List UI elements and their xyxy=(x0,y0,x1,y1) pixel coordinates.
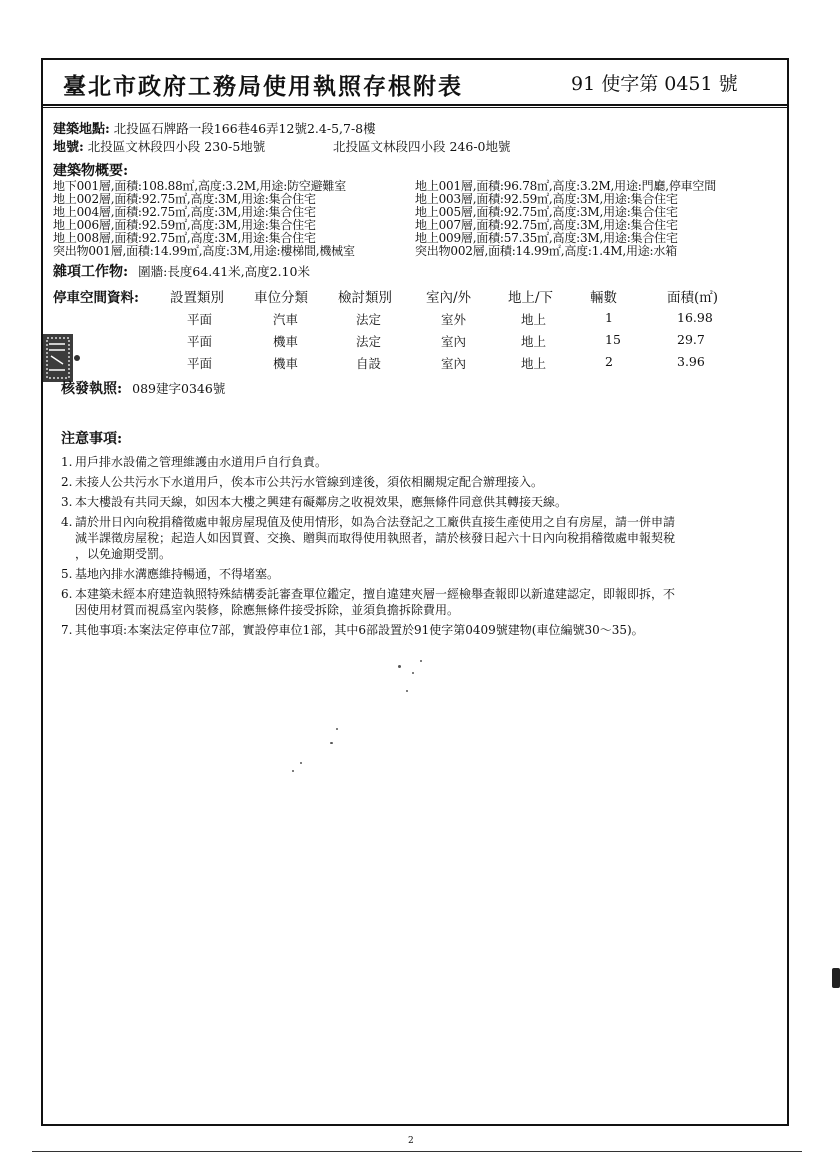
parking-cell: 機車 xyxy=(273,334,299,349)
note-item xyxy=(61,454,781,470)
floor-entry: 突出物001層,面積:14.99㎡,高度:3M,用途:樓梯間,機械室 xyxy=(53,244,355,258)
note-number: 1. xyxy=(61,455,73,469)
note-number: 4. xyxy=(61,515,73,529)
parking-cell: 室內 xyxy=(441,356,467,371)
floor-entry: 地上003層,面積:92.59㎡,高度:3M,用途:集合住宅 xyxy=(415,192,678,206)
floor-entry: 地上005層,面積:92.75㎡,高度:3M,用途:集合住宅 xyxy=(415,205,678,219)
note-number: 3. xyxy=(61,495,73,509)
parking-cell: 汽車 xyxy=(273,312,299,327)
lot-row xyxy=(53,140,265,155)
note-text: 基地內排水溝應維持暢通，不得堵塞。 xyxy=(75,567,280,581)
parking-header-review: 檢討類別 xyxy=(338,290,392,306)
parking-cell: 平面 xyxy=(187,334,213,349)
scan-speck xyxy=(330,742,333,744)
scan-speck xyxy=(292,770,294,772)
parking-header-count: 輛數 xyxy=(590,290,617,306)
parking-cell: 地上 xyxy=(521,312,547,327)
scan-speck xyxy=(420,660,422,662)
approval-value: 089建字0346號 xyxy=(132,381,226,396)
address-row xyxy=(53,122,376,137)
floor-entry: 地上002層,面積:92.75㎡,高度:3M,用途:集合住宅 xyxy=(53,192,316,206)
note-number: 2. xyxy=(61,475,73,489)
lot-row-2 xyxy=(333,140,511,154)
parking-header-vehicle: 車位分類 xyxy=(254,290,308,306)
parking-cell: 法定 xyxy=(356,334,382,349)
edge-scan-mark xyxy=(832,968,840,988)
parking-cell: 室外 xyxy=(441,312,467,327)
address-value: 北投區石牌路一段166巷46弄12號2.4-5,7-8樓 xyxy=(113,121,376,136)
misc-label: 雜項工作物: xyxy=(53,264,129,280)
floor-entry: 地上006層,面積:92.59㎡,高度:3M,用途:集合住宅 xyxy=(53,218,316,232)
misc-row xyxy=(53,265,310,279)
parking-header-area: 面積(㎡) xyxy=(667,290,719,306)
parking-cell: 室內 xyxy=(441,334,467,349)
parking-header-type: 設置類別 xyxy=(170,290,224,306)
note-text: 本建築未經本府建造執照特殊結構委託審查單位鑑定，擅自違建夾層一經檢舉查報即以新違建認定，即報即拆，不 因使用材質而視爲室內裝修，除應無條件接受拆除，並須負擔拆除費用。 xyxy=(75,587,676,617)
footer-mark: 2 xyxy=(408,1136,414,1146)
overview-label-row xyxy=(53,164,128,178)
note-number: 6. xyxy=(61,587,73,601)
parking-header-indoor: 室內/外 xyxy=(426,290,472,306)
floor-entry: 地上008層,面積:92.75㎡,高度:3M,用途:集合住宅 xyxy=(53,231,316,245)
note-text: 未接人公共污水下水道用戶，俟本市公共污水管線到達後，須依相關規定配合辦理接入。 xyxy=(75,475,544,489)
note-text: 請於卅日內向稅捐稽徵處申報房屋現值及使用情形，如為合法登記之工廠供直接生產使用之自有房屋，請一併申請 減半課徵房屋稅；起造人如因買賣、交換、贈與而取得使用執照者，請於核發日起六十日內向稅捐稽徵處申報契稅 ，以免逾期受罰。 xyxy=(75,515,676,561)
parking-label: 停車空間資料: xyxy=(53,290,139,306)
scan-speck xyxy=(412,672,414,674)
scan-speck xyxy=(406,690,408,692)
permit-number: 91 使字第 0451 號 xyxy=(571,73,738,95)
floor-entry: 地下001層,面積:108.88㎡,高度:3.2M,用途:防空避難室 xyxy=(53,179,347,193)
note-item xyxy=(61,494,781,510)
floor-entry: 地上007層,面積:92.75㎡,高度:3M,用途:集合住宅 xyxy=(415,218,678,232)
approval-row xyxy=(61,382,225,396)
lot-value-2: 北投區文林段四小段 246-0地號 xyxy=(333,139,511,154)
scan-speck xyxy=(398,665,401,668)
parking-cell: 法定 xyxy=(356,312,382,327)
misc-value: 圍牆:長度64.41米,高度2.10米 xyxy=(138,264,310,279)
parking-cell: 機車 xyxy=(273,356,299,371)
lot-label: 地號: xyxy=(53,140,84,155)
stamp-seal-icon xyxy=(39,328,85,388)
floor-entry: 地上004層,面積:92.75㎡,高度:3M,用途:集合住宅 xyxy=(53,205,316,219)
parking-cell: 自設 xyxy=(356,356,382,371)
notes-section xyxy=(61,428,781,642)
document-frame xyxy=(41,58,789,1126)
note-item xyxy=(61,474,781,490)
note-item xyxy=(61,566,781,582)
scan-speck xyxy=(300,762,302,764)
parking-cell: 29.7 xyxy=(677,332,705,347)
header-divider xyxy=(43,107,787,108)
address-label: 建築地點: xyxy=(53,122,110,137)
parking-cell: 2 xyxy=(605,354,613,369)
notes-title: 注意事項: xyxy=(61,431,123,447)
parking-cell: 地上 xyxy=(521,356,547,371)
lot-value-1: 北投區文林段四小段 230-5地號 xyxy=(87,139,266,154)
document-header xyxy=(43,60,787,106)
floor-entry: 突出物002層,面積:14.99㎡,高度:1.4M,用途:水箱 xyxy=(415,244,678,258)
parking-cell: 15 xyxy=(605,332,621,347)
note-item xyxy=(61,514,781,562)
note-number: 5. xyxy=(61,567,73,581)
parking-cell: 16.98 xyxy=(677,310,713,325)
note-text: 用戶排水設備之管理維護由水道用戶自行負責。 xyxy=(75,455,328,469)
parking-cell: 地上 xyxy=(521,334,547,349)
approval-label: 核發執照: xyxy=(61,381,123,397)
parking-header-level: 地上/下 xyxy=(508,290,554,306)
parking-cell: 平面 xyxy=(187,312,213,327)
notes-list xyxy=(61,454,781,638)
overview-label: 建築物概要: xyxy=(53,163,129,179)
note-item xyxy=(61,622,781,638)
footer-line xyxy=(32,1151,802,1152)
parking-cell: 平面 xyxy=(187,356,213,371)
parking-cell: 1 xyxy=(605,310,613,325)
floor-entry: 地上001層,面積:96.78㎡,高度:3.2M,用途:門廳,停車空間 xyxy=(415,179,717,193)
scan-speck xyxy=(336,728,338,730)
note-text: 其他事項:本案法定停車位7部，實設停車位1部，其中6部設置於91使字第0409號建物(車位編號30～35)。 xyxy=(75,623,644,637)
note-number: 7. xyxy=(61,623,73,637)
parking-cell: 3.96 xyxy=(677,354,705,369)
floor-entry: 地上009層,面積:57.35㎡,高度:3M,用途:集合住宅 xyxy=(415,231,678,245)
note-text: 本大樓設有共同天線，如因本大樓之興建有礙鄰房之收視效果，應無條件同意供其轉接天線。 xyxy=(75,495,568,509)
document-title: 臺北市政府工務局使用執照存根附表 xyxy=(63,73,463,100)
note-item xyxy=(61,586,781,618)
